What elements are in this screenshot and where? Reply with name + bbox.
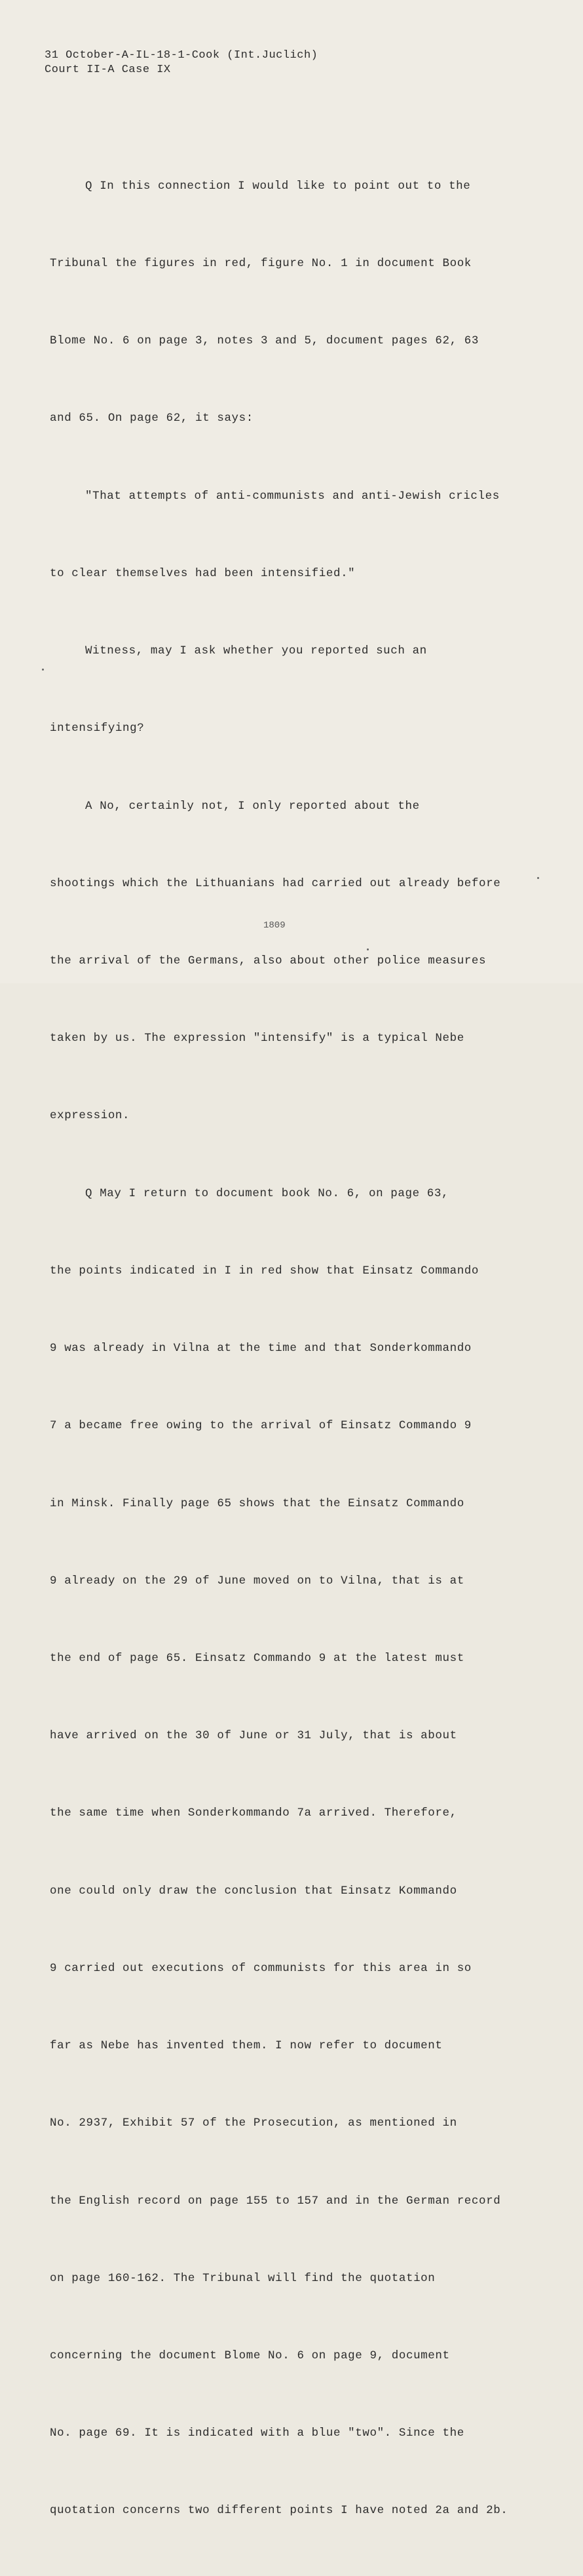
text-line: No. 2937, Exhibit 57 of the Prosecution, as mentioned in [50,2117,457,2130]
transcript-body [50,122,535,2576]
text-line: the points indicated in I in red show that Einsatz Commando [50,1264,480,1278]
text-line: and 65. On page 62, it says: [50,412,254,425]
text-line: Tribunal the figures in red, figure No. 1 in document Book [50,257,472,271]
text-line: to clear themselves had been intensified." [50,566,356,580]
text-line: the English record on page 155 to 157 and in the German record [50,2194,501,2208]
text-line: the same time when Sonderkommando 7a arrived. Therefore, [50,1806,457,1820]
paper-speck [42,669,44,671]
text-line: Blome No. 6 on page 3, notes 3 and 5, document pages 62, 63 [50,334,480,348]
text-line: taken by us. The expression "intensify" is a typical Nebe [50,1032,464,1045]
text-line: Q May I return to document book No. 6, on page 63, [85,1186,449,1200]
text-line: quotation concerns two different points I have noted 2a and 2b. [50,2504,508,2518]
text-line: intensifying? [50,722,145,735]
text-line: one could only draw the conclusion that Einsatz Kommando [50,1884,457,1898]
document-header [45,49,318,77]
header-line-2: Court II-A Case IX [45,64,171,76]
text-line: No. page 69. It is indicated with a blue "two". Since the [50,2427,464,2440]
text-line: shootings which the Lithuanians had carried out already before [50,876,501,890]
paper-speck [367,948,369,950]
text-line: "That attempts of anti-communists and anti-Jewish cricles [85,489,500,503]
text-line: on page 160-162. The Tribunal will find the quotation [50,2271,436,2285]
text-line: A No, certainly not, I only reported about the [85,799,420,813]
text-line: Q In this connection I would like to point out to the [85,179,471,193]
paper-speck [537,877,539,879]
text-line: have arrived on the 30 of June or 31 July, that is about [50,1729,457,1743]
text-line: concerning the document Blome No. 6 on page 9, document [50,2349,450,2362]
text-line: Witness, may I ask whether you reported such an [85,644,427,658]
page-number: 1809 [263,920,286,931]
text-line: expression. [50,1109,130,1123]
text-line: 9 was already in Vilna at the time and that Sonderkommando [50,1342,472,1356]
text-line: far as Nebe has invented them. I now refer to document [50,2039,443,2053]
text-line: the arrival of the Germans, also about other police measures [50,954,487,967]
text-line: 9 carried out executions of communists for this area in so [50,1961,472,1975]
text-line: in Minsk. Finally page 65 shows that the Einsatz Commando [50,1496,464,1510]
text-line: 9 already on the 29 of June moved on to Vilna, that is at [50,1574,464,1588]
text-line: 7 a became free owing to the arrival of Einsatz Commando 9 [50,1419,472,1433]
text-line: the end of page 65. Einsatz Commando 9 at the latest must [50,1651,464,1665]
header-line-1: 31 October-A-IL-18-1-Cook (Int.Juclich) [45,49,318,62]
